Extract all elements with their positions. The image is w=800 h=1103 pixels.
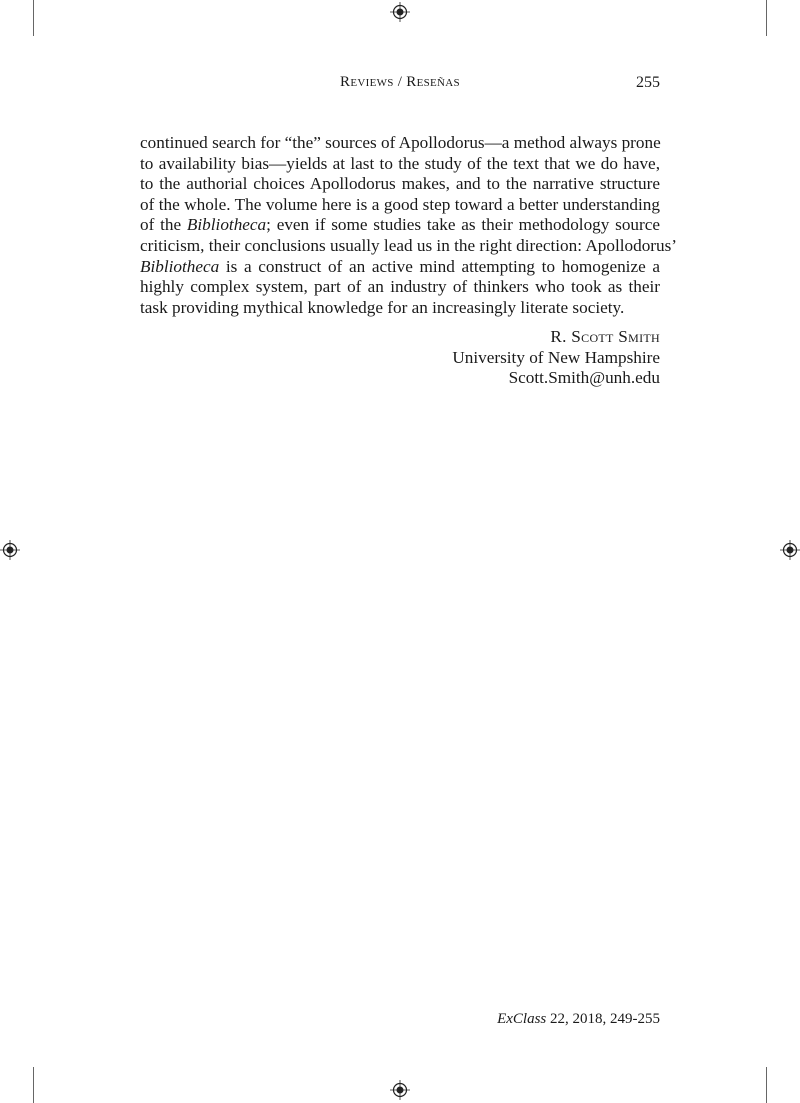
crop-mark-bottom-right xyxy=(766,1067,767,1103)
citation-details: 22, 2018, 249-255 xyxy=(546,1011,660,1027)
body-line: of the Bibliotheca; even if some studies take as their methodology source xyxy=(140,215,660,235)
book-title-italic: Bibliotheca xyxy=(140,256,220,276)
body-line: highly complex system, part of an industry of thinkers who took as their xyxy=(140,277,660,297)
reviewer-email: Scott.Smith@unh.edu xyxy=(508,368,660,388)
crop-mark-top-left xyxy=(33,0,34,36)
body-line: task providing mythical knowledge for an increasingly literate society. xyxy=(140,297,625,317)
reviewer-signature xyxy=(452,327,660,389)
reviewer-name: R. Scott Smith xyxy=(550,327,660,346)
registration-mark-right-icon xyxy=(780,540,800,560)
body-line: criticism, their conclusions usually lead us in the right direction: Apollodorus’ xyxy=(140,235,678,255)
body-line: continued search for “the” sources of Apollodorus—a method always prone xyxy=(140,133,661,152)
page-number: 255 xyxy=(636,74,660,91)
body-line: to the authorial choices Apollodorus makes, and to the narrative structure xyxy=(140,174,660,194)
body-line: of the whole. The volume here is a good step toward a better understanding xyxy=(140,194,660,214)
journal-name: ExClass xyxy=(497,1011,547,1027)
journal-citation xyxy=(497,1011,660,1028)
review-body-paragraph xyxy=(140,133,678,318)
running-head xyxy=(140,74,660,94)
crop-mark-bottom-left xyxy=(33,1067,34,1103)
body-line: Bibliotheca is a construct of an active mind attempting to homogenize a xyxy=(140,256,660,276)
body-line: to availability bias—yields at last to the study of the text that we do have, xyxy=(140,153,660,173)
crop-mark-top-right xyxy=(766,0,767,36)
registration-mark-top-icon xyxy=(390,2,410,22)
book-title-italic: Bibliotheca xyxy=(186,215,267,235)
registration-mark-bottom-icon xyxy=(390,1080,410,1100)
reviewer-affiliation: University of New Hampshire xyxy=(452,347,660,367)
registration-mark-left-icon xyxy=(0,540,20,560)
running-head-title: Reviews / Reseñas xyxy=(340,74,460,90)
